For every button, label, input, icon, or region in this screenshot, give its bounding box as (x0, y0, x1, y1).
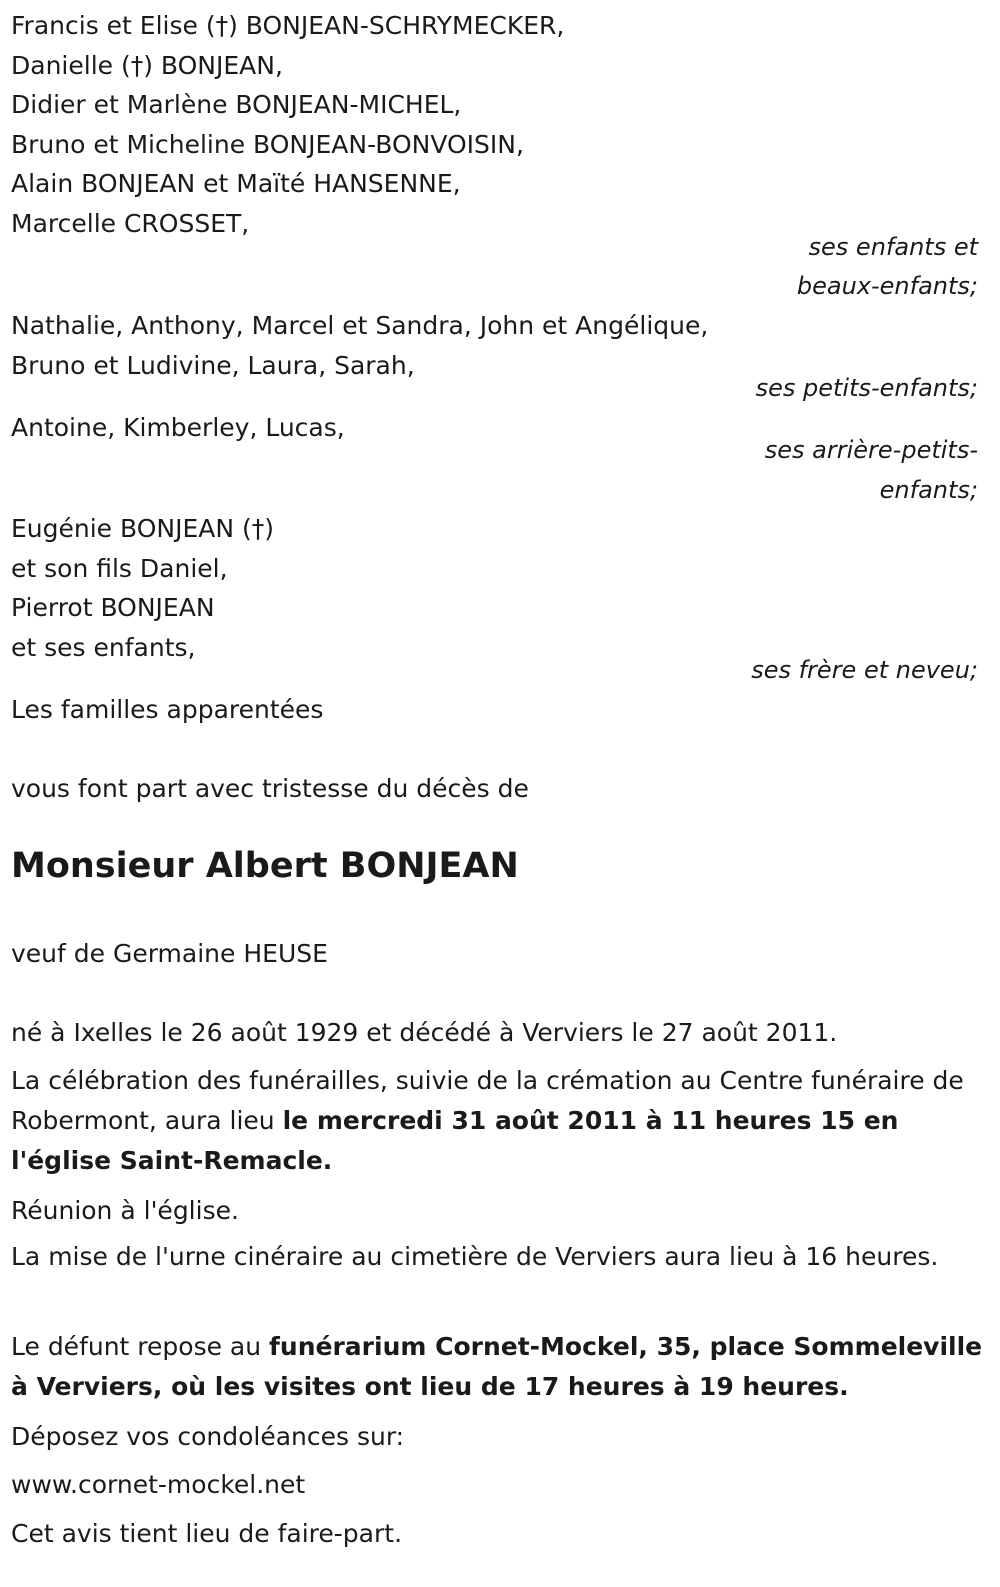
family-line: et son fils Daniel, (11, 554, 228, 583)
relation-role: beaux-enfants; (796, 272, 978, 300)
relation-role: ses arrière-petits- (764, 436, 978, 464)
announcement: vous font part avec tristesse du décès de (11, 774, 529, 803)
family-line: Didier et Marlène BONJEAN-MICHEL, (11, 90, 462, 119)
family-line: Eugénie BONJEAN (†) (11, 514, 275, 543)
relation-role: enfants; (879, 476, 978, 504)
repose-paragraph (11, 1327, 986, 1407)
family-line: Nathalie, Anthony, Marcel et Sandra, John et Angélique, (11, 311, 709, 340)
funeral-text: La célébration des funérailles, suivie de la crémation au Centre funéraire de Robermont, aura lieu (11, 1066, 964, 1135)
family-line: Francis et Elise (†) BONJEAN-SCHRYMECKER, (11, 11, 565, 40)
family-line: et ses enfants, (11, 633, 196, 662)
deceased-name: Monsieur Albert BONJEAN (11, 846, 519, 886)
family-line: Pierrot BONJEAN (11, 593, 215, 622)
family-line: Alain BONJEAN et Maïté HANSENNE, (11, 169, 461, 198)
repose-text: Le défunt repose au (11, 1332, 270, 1361)
repose-location: funérarium Cornet-Mockel, 35, place Sommeleville à Verviers, où les visites ont lieu de 17 heures à 19 heures. (11, 1332, 983, 1401)
family-line: Marcelle CROSSET, (11, 209, 250, 238)
website-link[interactable]: www.cornet-mockel.net (11, 1470, 306, 1499)
family-line: Danielle (†) BONJEAN, (11, 51, 283, 80)
meeting: Réunion à l'église. (11, 1196, 239, 1225)
family-line: Bruno et Micheline BONJEAN-BONVOISIN, (11, 130, 524, 159)
condolences-label: Déposez vos condoléances sur: (11, 1422, 405, 1451)
funeral-date-place: le mercredi 31 août 2011 à 11 heures 15 en l'église Saint-Remacle. (11, 1106, 899, 1175)
urn-paragraph: La mise de l'urne cinéraire au cimetière de Verviers aura lieu à 16 heures. (11, 1242, 939, 1271)
family-line: Bruno et Ludivine, Laura, Sarah, (11, 351, 415, 380)
funeral-paragraph (11, 1061, 986, 1181)
birth-death: né à Ixelles le 26 août 1929 et décédé à Verviers le 27 août 2011. (11, 1018, 838, 1047)
relation-role: ses frère et neveu; (751, 656, 978, 684)
widow-of: veuf de Germaine HEUSE (11, 939, 328, 968)
related-families: Les familles apparentées (11, 695, 324, 724)
family-line: Antoine, Kimberley, Lucas, (11, 413, 345, 442)
relation-role: ses enfants et (808, 233, 978, 261)
relation-role: ses petits-enfants; (755, 374, 978, 402)
closing-note: Cet avis tient lieu de faire-part. (11, 1519, 403, 1548)
